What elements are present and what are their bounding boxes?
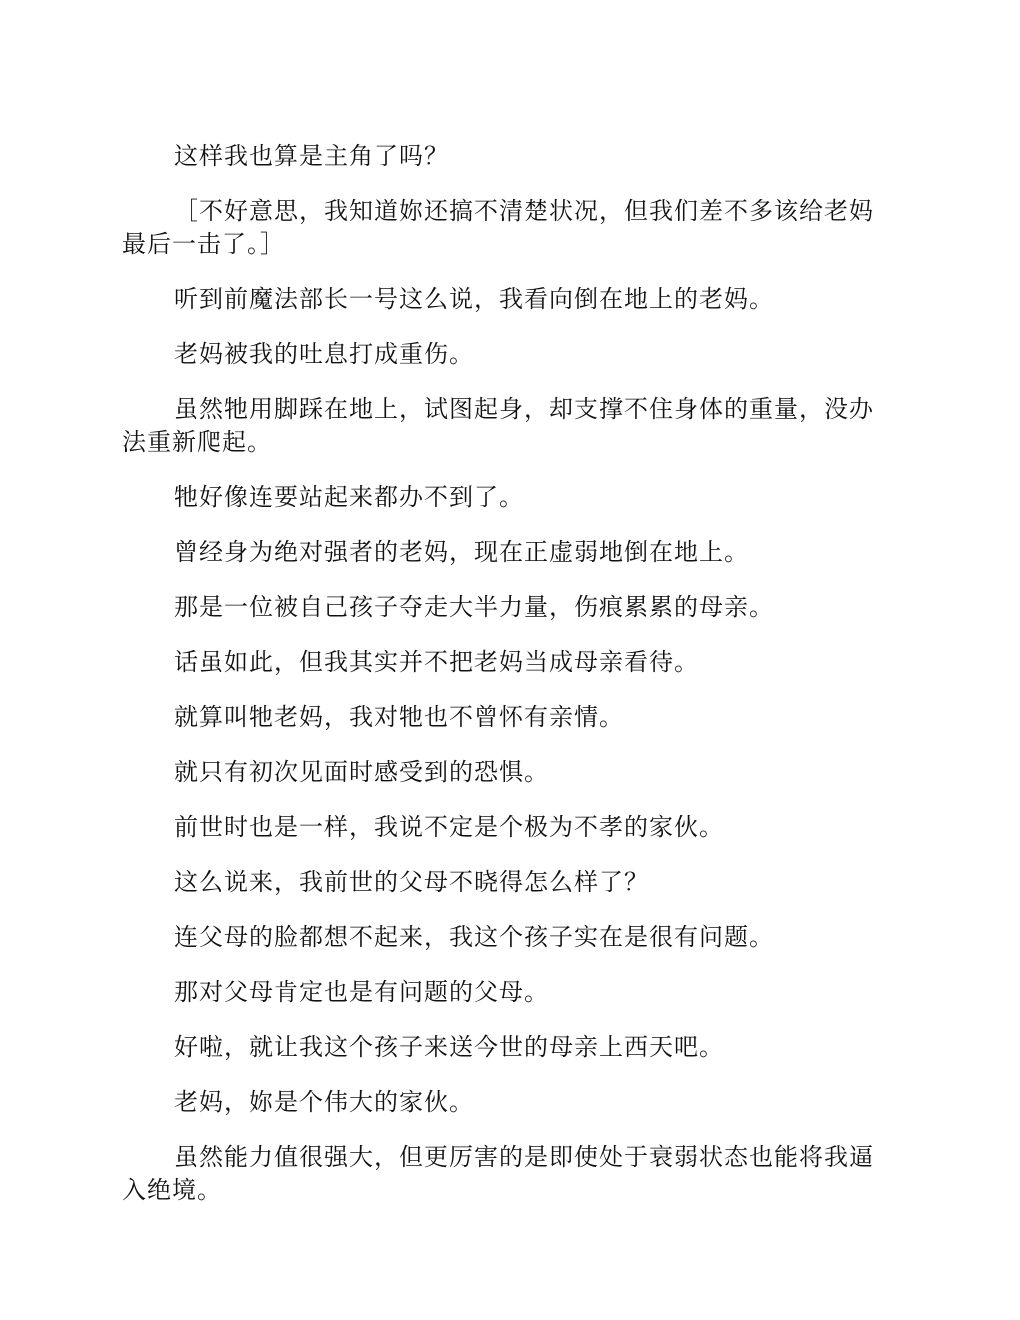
- paragraph: 虽然牠用脚踩在地上，试图起身，却支撑不住身体的重量，没办法重新爬起。: [122, 395, 874, 456]
- paragraph: 这么说来，我前世的父母不晓得怎么样了？: [174, 868, 649, 896]
- paragraph: 老妈被我的吐息打成重伤。: [174, 340, 474, 368]
- paragraph: 虽然能力值很强大，但更厉害的是即使处于衰弱状态也能将我逼入绝境。: [122, 1143, 874, 1204]
- paragraph: 连父母的脸都想不起来，我这个孩子实在是很有问题。: [174, 923, 774, 951]
- paragraph: 老妈，妳是个伟大的家伙。: [174, 1088, 474, 1116]
- paragraph: 那对父母肯定也是有问题的父母。: [174, 978, 549, 1006]
- paragraph: 前世时也是一样，我说不定是个极为不孝的家伙。: [174, 813, 724, 841]
- paragraph: 这样我也算是主角了吗？: [174, 142, 449, 170]
- document-body: [122, 140, 898, 1229]
- paragraph: 听到前魔法部长一号这么说，我看向倒在地上的老妈。: [174, 285, 774, 313]
- paragraph: 就算叫牠老妈，我对牠也不曾怀有亲情。: [174, 703, 624, 731]
- paragraph: 那是一位被自己孩子夺走大半力量，伤痕累累的母亲。: [174, 593, 774, 621]
- paragraph: 好啦，就让我这个孩子来送今世的母亲上西天吧。: [174, 1033, 724, 1061]
- paragraph: ［不好意思，我知道妳还搞不清楚状况，但我们差不多该给老妈最后一击了。］: [122, 197, 874, 258]
- paragraph: 曾经身为绝对强者的老妈，现在正虚弱地倒在地上。: [174, 538, 749, 566]
- paragraph: 就只有初次见面时感受到的恐惧。: [174, 758, 549, 786]
- paragraph: 话虽如此，但我其实并不把老妈当成母亲看待。: [174, 648, 699, 676]
- paragraph: 牠好像连要站起来都办不到了。: [174, 483, 524, 511]
